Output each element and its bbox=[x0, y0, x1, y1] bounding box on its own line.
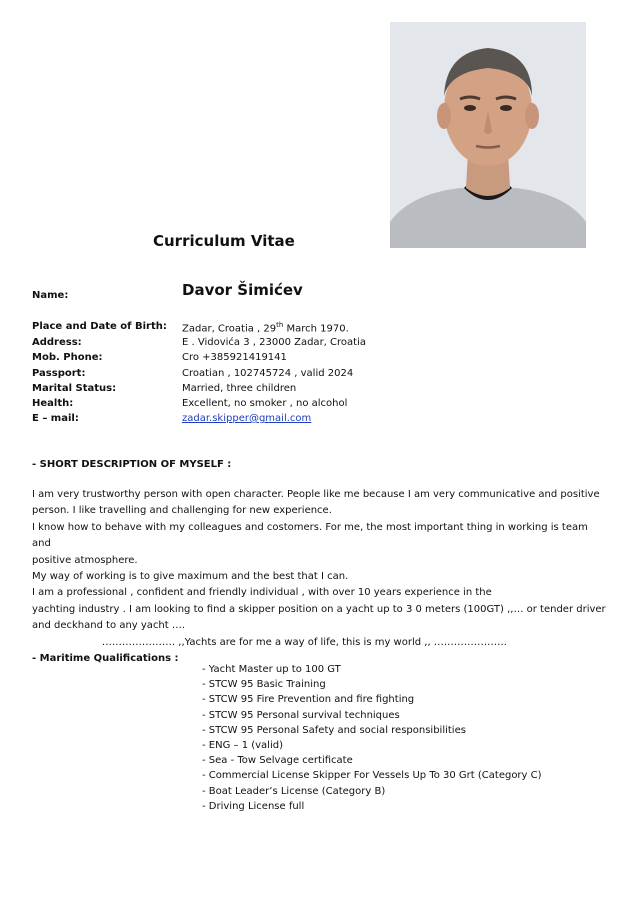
birth-value bbox=[182, 321, 349, 334]
address-value: E . Vidovića 3 , 23000 Zadar, Croatia bbox=[182, 337, 366, 348]
phone-value: Cro +385921419141 bbox=[182, 352, 287, 363]
email-link[interactable]: zadar.skipper@gmail.com bbox=[182, 413, 312, 424]
qualifications-heading: - Maritime Qualifications : bbox=[32, 653, 179, 664]
description-motto: …………………. ,,Yachts are for me a way of life, this is my world ,, …………………. bbox=[32, 636, 507, 648]
description-line: I am a professional , confident and friendly individual , with over 10 years experience in the bbox=[32, 587, 492, 599]
qualification-item: - Boat Leader’s License (Category B) bbox=[202, 785, 386, 797]
qualification-item: - STCW 95 Personal Safety and social responsibilities bbox=[202, 724, 466, 736]
description-line: I am very trustworthy person with open character. People like me because I am very communicative and positive bbox=[32, 489, 600, 500]
document-title: Curriculum Vitae bbox=[153, 232, 295, 250]
marital-label: Marital Status: bbox=[32, 383, 117, 394]
birth-label: Place and Date of Birth: bbox=[32, 321, 167, 332]
portrait-illustration bbox=[390, 22, 586, 248]
passport-value: Croatian , 102745724 , valid 2024 bbox=[182, 368, 354, 379]
description-line: yachting industry . I am looking to find a skipper position on a yacht up to 3 0 meters (100GT) ,,… or tender driver bbox=[32, 603, 606, 615]
description-line: I know how to behave with my colleagues and costomers. For me, the most important thing in working is team and bbox=[32, 521, 588, 550]
phone-label: Mob. Phone: bbox=[32, 352, 103, 363]
description-line: person. I like travelling and challenging for new experience. bbox=[32, 505, 332, 517]
name-value: Davor Šimićev bbox=[182, 281, 303, 299]
email-label: E – mail: bbox=[32, 413, 79, 424]
marital-value: Married, three children bbox=[182, 383, 297, 394]
qualifications-list bbox=[202, 662, 542, 814]
description-line: My way of working is to give maximum and the best that I can. bbox=[32, 571, 349, 583]
qualification-item: - STCW 95 Fire Prevention and fire fighting bbox=[202, 694, 415, 706]
description-line: and deckhand to any yacht …. bbox=[32, 620, 186, 632]
profile-photo bbox=[390, 22, 586, 248]
birth-day-suffix: th bbox=[276, 321, 284, 329]
health-label: Health: bbox=[32, 398, 74, 409]
birth-month-year: March 1970. bbox=[283, 323, 349, 335]
name-label: Name: bbox=[32, 290, 69, 301]
qualification-item: - STCW 95 Basic Training bbox=[202, 679, 326, 691]
qualification-item: - Commercial License Skipper For Vessels Up To 30 Grt (Category C) bbox=[202, 770, 542, 782]
qualification-item: - Driving License full bbox=[202, 800, 305, 812]
address-label: Address: bbox=[32, 337, 82, 348]
health-value: Excellent, no smoker , no alcohol bbox=[182, 398, 348, 409]
qualification-item: - ENG – 1 (valid) bbox=[202, 740, 283, 752]
passport-label: Passport: bbox=[32, 368, 86, 379]
qualification-item: - STCW 95 Personal survival techniques bbox=[202, 709, 400, 721]
qualification-item: - Sea - Tow Selvage certificate bbox=[202, 755, 353, 767]
description-line: positive atmosphere. bbox=[32, 554, 138, 566]
description-heading: - SHORT DESCRIPTION OF MYSELF : bbox=[32, 459, 232, 470]
qualification-item: - Yacht Master up to 100 GT bbox=[202, 664, 341, 675]
birth-place: Zadar, Croatia , 29 bbox=[182, 323, 277, 335]
description-body bbox=[32, 487, 608, 651]
